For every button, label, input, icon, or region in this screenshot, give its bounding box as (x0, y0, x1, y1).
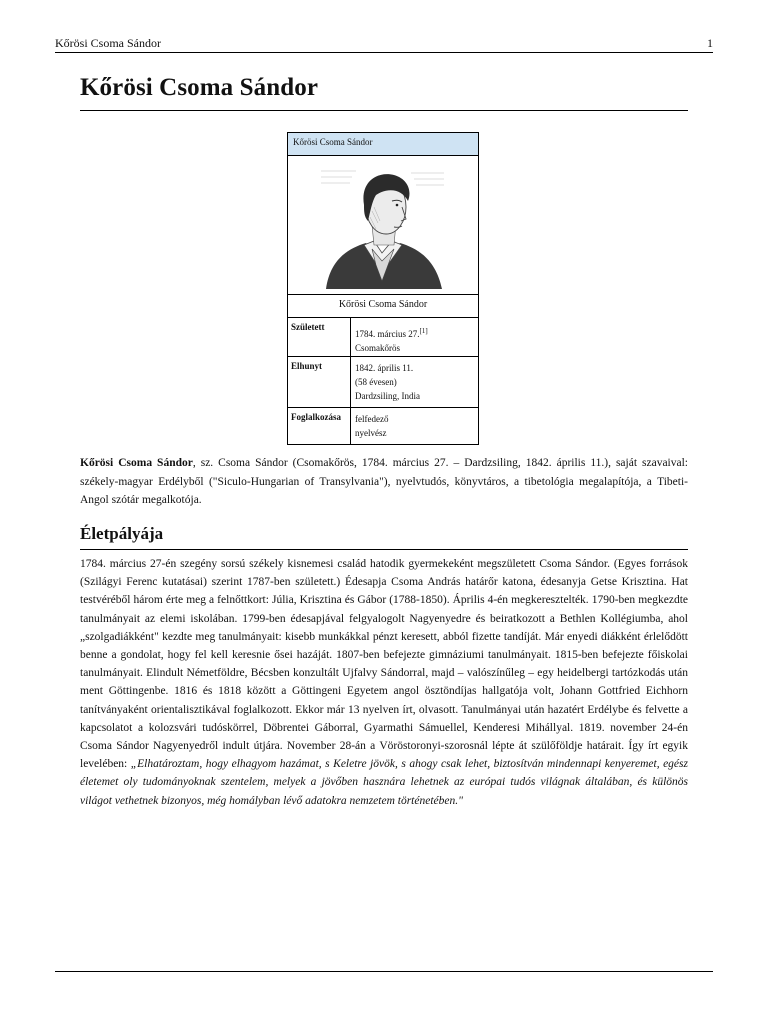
section-heading: Életpályája (80, 524, 164, 543)
section-body-text: 1784. március 27-én szegény sorsú székely kisnemesi család hatodik gyermekeként megszületett Csoma Sándor. (Egyes források (Szilágyi Ferenc kutatásai) szerint 1787-ben született.) Édesapja Csoma András határőr katona, édesanyja Getse Krisztina. Hat testvéréből három érte meg a felnőttkort: Júlia, Krisztina és Gábor (1788-1850). Április 4-én megkeresztelték. 1790-ben megkezdte tanulmányait az elemi iskolában. 1799-ben édesapjával felgyalogolt Nagyenyedre és beiratkozott a Bethlen Kollégiumba, ahol „szolgadiákként" kezdte meg tanulmányait: kisebb munkákkal pénzt keresett, abból fizette tandíját. Már enyedi diákként érlelődött benne a gondolat, hogy fel kell keresnie ősei hazáját. 1807-ben befejezte gimnáziumi tanulmányait. 1815-ben befejezte főiskolai tanulmányait. Elindult Németföldre, Bécsben konzultált Ujfalvy Sándorral, majd – valószínűleg – egy heidelbergi tartózkodás után ment Göttingenbe. 1816 és 1818 között a Göttingeni Egyetem angol ösztöndíjas hallgatója volt, Johann Gottfried Eichhorn tanítványaként orientalisztikával foglalkozott. Ekkor már 13 nyelven írt, olvasott. Tanulmányai után hazatért Erdélybe és felvette a kapcsolatot a kolozsvári tudóskörrel, Döbrentei Gáborral, Gyarmathi Sámuellel, Kenderesi Mihállyal. 1819. november 24-én Csoma Sándor Nagyenyedről indult útjára. November 28-án a Vöröstoronyi-szorosnál lépte át szülőföldje határait. Így írt egyik levelében: (80, 558, 688, 771)
page-number: 1 (707, 36, 713, 50)
born-label: Született (288, 318, 351, 356)
died-date: 1842. április 11. (355, 363, 414, 373)
portrait-caption: Kőrösi Csoma Sándor (288, 295, 478, 318)
page-title: Kőrösi Csoma Sándor (80, 74, 319, 101)
born-value (351, 318, 478, 356)
infobox (287, 132, 479, 445)
title-divider (80, 110, 688, 111)
died-label: Elhunyt (288, 357, 351, 407)
born-date: 1784. március 27. (355, 329, 420, 339)
died-age: (58 évesen) (355, 377, 397, 387)
infobox-row-occupation (288, 408, 478, 444)
occupation-item: felfedező (355, 414, 389, 424)
born-place: Csomakőrös (355, 343, 400, 353)
intro-bold-name: Kőrösi Csoma Sándor (80, 457, 193, 469)
section-quote: „Elhatároztam, hogy elhagyom hazámat, s Keletre jövök, s ahogy csak lehet, biztosítván mindennapi kenyeremet, egész életemet oly tudományoknak szentelem, melyek a jövőben hasznára lehetnek az európai tudós világnak általában, és különös világot vethetnek bizonyos, még homályban lévő adatokra nemzetem történetében." (80, 758, 688, 807)
footer-divider (55, 971, 713, 972)
portrait-image (288, 156, 478, 295)
running-title: Kőrösi Csoma Sándor (55, 36, 161, 50)
occupation-label: Foglalkozása (288, 408, 351, 444)
died-value (351, 357, 478, 407)
infobox-row-born (288, 318, 478, 357)
died-place: Dardzsiling, India (355, 391, 420, 401)
portrait-engraving-icon (316, 161, 450, 289)
running-header (55, 36, 713, 53)
section-body (80, 555, 688, 810)
intro-text: , sz. Csoma Sándor (Csomakőrös, 1784. március 27. – Dardzsiling, 1842. április 11.), saját szavaival: székely-magyar Erdélyből ("Siculo-Hungarian of Transylvania"), nyelvtudós, könyvtáros, a tibetológia megalapítója, a Tibeti-Angol szótár megalkotója. (80, 457, 688, 506)
occupation-item: nyelvész (355, 428, 387, 438)
infobox-row-died (288, 357, 478, 408)
occupation-value (351, 408, 478, 444)
born-reference-link[interactable]: [1] (419, 327, 428, 335)
intro-paragraph (80, 454, 688, 510)
infobox-header: Kőrösi Csoma Sándor (288, 133, 478, 156)
section-divider (80, 549, 688, 550)
